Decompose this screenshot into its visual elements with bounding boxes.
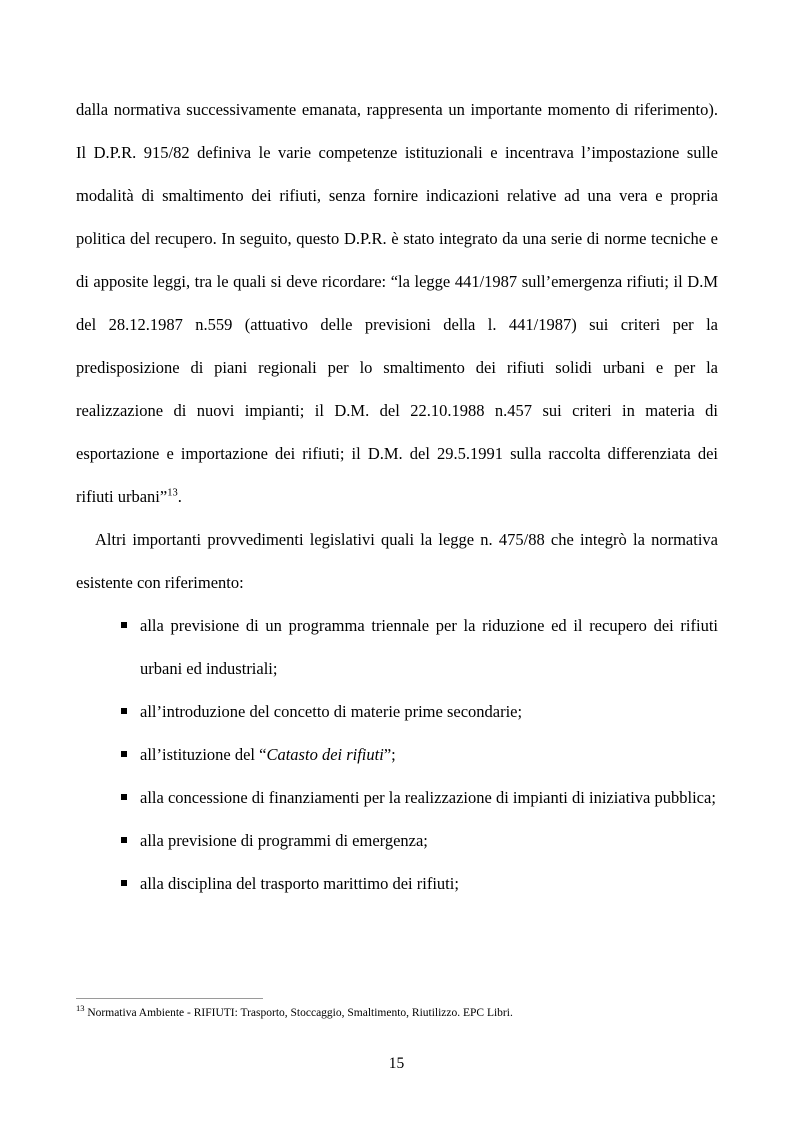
body-paragraph xyxy=(76,88,718,518)
footnote-reference-marker[interactable]: 13 xyxy=(167,487,178,499)
footnote-separator-rule xyxy=(76,998,263,999)
footnote-text: Normativa Ambiente - RIFIUTI: Trasporto, Stoccaggio, Smaltimento, Riutilizzo. EPC Libri. xyxy=(84,1007,513,1019)
page-body-content xyxy=(76,88,718,905)
list-item-italic-term: Catasto dei rifiuti xyxy=(266,745,384,764)
paragraph-text: Altri importanti provvedimenti legislativi quali la legge n. 475/88 che integrò la normativa esistente con riferimento: xyxy=(76,530,718,592)
list-item xyxy=(76,733,718,776)
list-item-text: alla previsione di un programma triennale per la riduzione ed il recupero dei rifiuti urbani ed industriali; xyxy=(140,616,718,678)
footnote-area xyxy=(76,998,718,1021)
list-item xyxy=(76,819,718,862)
square-bullet-icon xyxy=(121,708,127,714)
list-item-text: alla disciplina del trasporto marittimo dei rifiuti; xyxy=(140,874,459,893)
footnote-entry xyxy=(76,1003,718,1021)
square-bullet-icon xyxy=(121,880,127,886)
page-number: 15 xyxy=(388,1055,405,1072)
list-item-text-tail: ”; xyxy=(383,745,396,764)
footnote-number: 13 xyxy=(76,1003,85,1014)
list-item-text: all’istituzione del “ xyxy=(140,745,267,764)
bullet-list xyxy=(76,604,718,905)
list-item-text: alla previsione di programmi di emergenza; xyxy=(140,831,428,850)
square-bullet-icon xyxy=(121,794,127,800)
square-bullet-icon xyxy=(121,751,127,757)
square-bullet-icon xyxy=(121,622,127,628)
list-item-text: alla concessione di finanziamenti per la realizzazione di impianti di iniziativa pubblica; xyxy=(140,788,716,807)
square-bullet-icon xyxy=(121,837,127,843)
body-paragraph xyxy=(76,518,718,604)
list-item-text: all’introduzione del concetto di materie prime secondarie; xyxy=(140,702,523,721)
paragraph-text: dalla normativa successivamente emanata, rappresenta un importante momento di riferimento). Il D.P.R. 915/82 definiva le varie competenze istituzionali e incentrava l’impostazione sulle modalità di smaltimento dei rifiuti, senza fornire indicazioni relative ad una vera e propria politica del recupero. In seguito, questo D.P.R. è stato integrato da una serie di norme tecniche e di apposite leggi, tra le quali si deve ricordare: “la legge 441/1987 sull’emergenza rifiuti; il D.M del 28.12.1987 n.559 (attuativo delle previsioni della l. 441/1987) sui criteri per la predisposizione di piani regionali per lo smaltimento dei rifiuti solidi urbani e per la realizzazione di nuovi impianti; il D.M. del 22.10.1988 n.457 sui criteri in materia di esportazione e importazione dei rifiuti; il D.M. del 29.5.1991 sulla raccolta differenziata dei rifiuti urbani” xyxy=(76,100,718,506)
list-item xyxy=(76,690,718,733)
paragraph-text-tail: . xyxy=(177,487,182,506)
list-item xyxy=(76,776,718,819)
list-item xyxy=(76,604,718,690)
list-item xyxy=(76,862,718,905)
